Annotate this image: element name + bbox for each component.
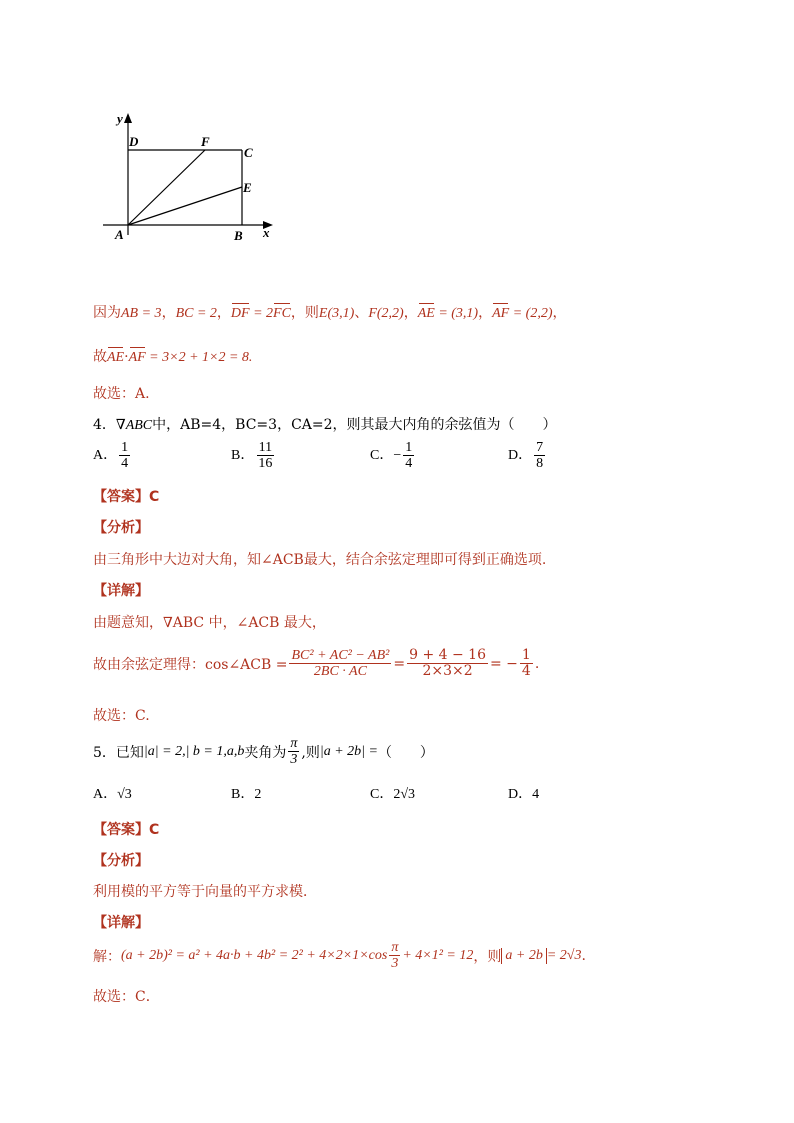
question-number: 4．: [93, 417, 116, 433]
option-value: 2√3: [393, 787, 416, 802]
denominator: 16: [258, 456, 273, 472]
math: = (3,1): [434, 306, 479, 321]
option-label: A．: [93, 787, 118, 802]
segment-AE: [128, 187, 242, 225]
q4-stem: [93, 414, 557, 434]
text: 故由余弦定理得：cos∠ACB =: [93, 656, 288, 673]
numerator: 7: [536, 440, 544, 455]
fraction-pi-3: [288, 736, 299, 768]
numerator: 1: [405, 440, 413, 455]
option-label: D．: [508, 787, 533, 802]
math: BC = 2: [175, 306, 217, 321]
absolute-value: a + 2b: [501, 948, 546, 964]
option-value: √3: [117, 787, 132, 802]
fraction-cosine-law: [289, 648, 391, 680]
numerator: 9 + 4 − 16: [409, 647, 486, 663]
denominator: 4: [521, 663, 531, 680]
text: （ ）: [377, 744, 434, 761]
text: 、: [354, 305, 369, 321]
q5-analysis-text: 利用模的平方等于向量的平方求模．: [93, 884, 317, 900]
fraction-values: [407, 648, 488, 680]
math: = (2,2): [509, 306, 553, 321]
vector-DF: DF: [230, 306, 250, 321]
q4-detail-line2: [93, 648, 539, 680]
equals: = −: [489, 655, 518, 672]
option-label: C．: [370, 448, 394, 464]
text: .: [534, 655, 540, 672]
triangle: ∇ABC: [115, 418, 153, 433]
q4-option-b[interactable]: [231, 440, 276, 472]
q5-stem: [93, 736, 434, 768]
numerator: π: [391, 940, 399, 955]
denominator: 2BC · AC: [313, 664, 367, 680]
condition: |a| = 2,| b = 1,a,b: [143, 743, 245, 759]
denominator: 4: [121, 456, 129, 472]
text: 夹角为: [244, 744, 287, 761]
q4-conclusion: 故选：C.: [93, 708, 150, 724]
q4-answer-tag: 【答案】C: [93, 489, 160, 505]
dot: ·: [124, 349, 129, 365]
q5-solution: [93, 940, 586, 972]
math: AB = 3: [121, 306, 162, 321]
math: = 2: [249, 306, 274, 321]
text: .: [581, 947, 586, 964]
q5-option-c[interactable]: [370, 783, 415, 803]
option-label: C．: [370, 787, 394, 802]
q3-solution-line2: [93, 346, 252, 366]
equals: =: [393, 655, 406, 672]
text: 解：: [93, 948, 121, 965]
label-F: F: [201, 134, 210, 149]
label-D: D: [129, 134, 139, 149]
option-label: D．: [508, 448, 533, 464]
label-A: A: [115, 227, 124, 242]
point-F: F(2,2): [368, 306, 404, 321]
expression: = 2√3: [546, 947, 582, 963]
numerator: BC² + AC² − AB²: [291, 648, 390, 663]
vector-AE: AE: [107, 350, 125, 365]
q5-option-b[interactable]: [231, 783, 261, 803]
numerator: 11: [258, 440, 273, 455]
q4-detail-tag: 【详解】: [93, 583, 149, 599]
fraction-pi-3: [389, 940, 400, 972]
y-axis-arrow: [124, 113, 132, 123]
text: ,则: [301, 744, 320, 761]
denominator: 3: [391, 956, 399, 972]
option-label: B．: [231, 448, 255, 464]
question-number: 5．: [93, 744, 116, 761]
text: ，: [552, 305, 567, 321]
text: ，则: [473, 948, 502, 965]
fraction-result: [520, 648, 533, 680]
denominator: 2×3×2: [422, 663, 473, 680]
label-E: E: [243, 180, 252, 195]
text: ，: [403, 305, 418, 321]
numerator: π: [290, 736, 298, 751]
text: 已知: [115, 744, 144, 761]
text: 故: [93, 349, 107, 365]
option-sign: −: [393, 448, 402, 464]
q4-analysis-text: 由三角形中大边对大角，知∠ACB最大，结合余弦定理即可得到正确选项.: [93, 552, 547, 568]
math: = 3×2 + 1×2 = 8.: [145, 350, 253, 365]
numerator: 1: [521, 647, 531, 663]
text: ，则: [290, 305, 319, 321]
q3-solution-line1: [93, 302, 566, 322]
coordinate-figure: [95, 105, 295, 255]
option-label: A．: [93, 448, 118, 464]
q5-option-d[interactable]: [508, 783, 539, 803]
q5-answer-tag: 【答案】C: [93, 822, 160, 838]
text: ，: [478, 305, 493, 321]
axis-x-label: x: [263, 225, 270, 240]
q4-option-c[interactable]: [370, 440, 416, 472]
expression: |a + 2b| =: [319, 743, 378, 759]
expression: + 4×1² = 12: [402, 947, 474, 963]
label-C: C: [244, 145, 253, 160]
numerator: 1: [121, 440, 129, 455]
vector-AF: AF: [492, 306, 510, 321]
question-text: 中，AB=4，BC=3，CA=2，则其最大内角的余弦值为（ ）: [152, 417, 557, 433]
q5-analysis-tag: 【分析】: [93, 853, 149, 869]
denominator: 8: [536, 456, 544, 472]
label-B: B: [234, 228, 243, 243]
q3-answer: 故选：A.: [93, 386, 150, 402]
denominator: 3: [290, 752, 298, 768]
text: ，: [161, 305, 176, 321]
denominator: 4: [405, 456, 413, 472]
point-E: E(3,1): [318, 306, 355, 321]
q5-detail-tag: 【详解】: [93, 915, 149, 931]
q4-analysis-tag: 【分析】: [93, 520, 149, 536]
vector-AF: AF: [128, 350, 146, 365]
option-label: B．: [231, 787, 255, 802]
vector-AE: AE: [417, 306, 435, 321]
q4-detail-line1: 由题意知，∇ABC 中，∠ACB 最大，: [93, 615, 326, 631]
q5-conclusion: 故选：C．: [93, 989, 160, 1005]
expression: (a + 2b)² = a² + 4a·b + 4b² = 2² + 4×2×1×cos: [121, 947, 388, 963]
text: 因为: [93, 305, 121, 321]
option-value: 4: [532, 787, 540, 802]
q5-option-a[interactable]: [93, 783, 132, 803]
option-value: 2: [254, 787, 262, 802]
vector-FC: FC: [273, 306, 291, 321]
q4-option-d[interactable]: [508, 440, 547, 472]
text: ，: [216, 305, 231, 321]
q4-option-a[interactable]: [93, 440, 132, 472]
axis-y-label: y: [117, 111, 123, 126]
segment-AF: [128, 150, 205, 225]
